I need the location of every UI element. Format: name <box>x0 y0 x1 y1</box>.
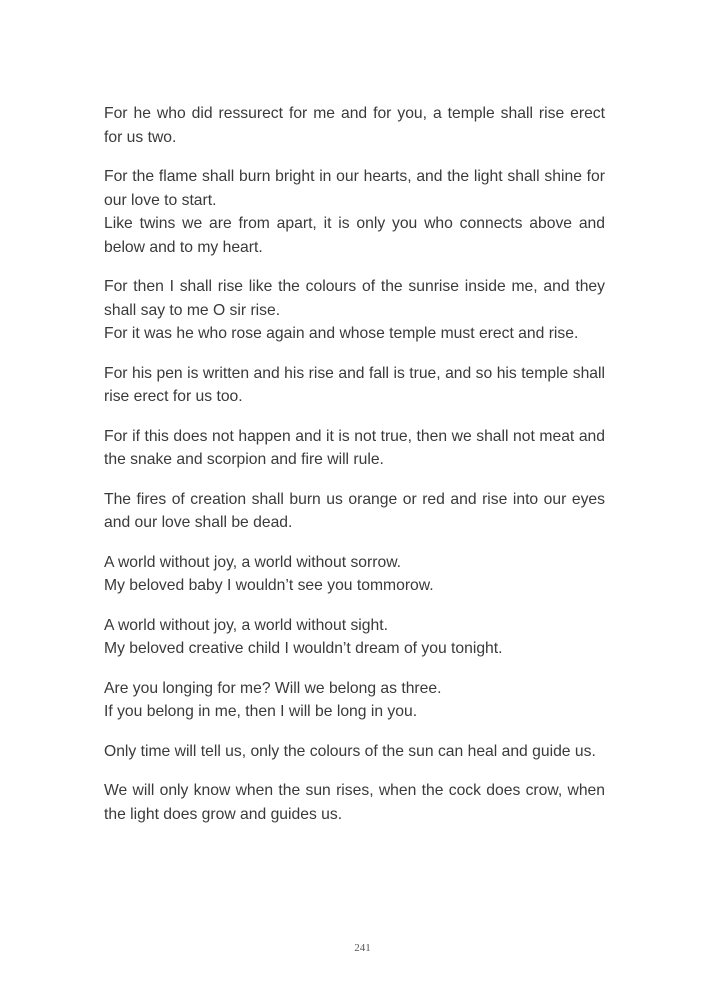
poem-line: We will only know when the sun rises, when the cock does crow, when the light does grow and guides us. <box>104 782 605 823</box>
stanza-3 <box>104 275 605 346</box>
poem-line: If you belong in me, then I will be long in you. <box>104 703 418 720</box>
stanza-10 <box>104 740 605 764</box>
poem-line: For it was he who rose again and whose temple must erect and rise. <box>104 325 579 342</box>
poem-line: A world without joy, a world without sorrow. <box>104 553 402 571</box>
poem-line: Are you longing for me? Will we belong as three. <box>104 679 442 697</box>
stanza-6 <box>104 488 605 535</box>
poem-line: Like twins we are from apart, it is only you who connects above and below and to my heart. <box>104 215 605 256</box>
poem-line: For then I shall rise like the colours of the sunrise inside me, and they shall say to me O sir rise. <box>104 278 605 319</box>
stanza-1 <box>104 102 605 149</box>
stanza-2 <box>104 165 605 259</box>
poem-line: My beloved creative child I wouldn’t dream of you tonight. <box>104 640 503 657</box>
stanza-5 <box>104 425 605 472</box>
poem-line: For if this does not happen and it is not true, then we shall not meat and the snake and scorpion and fire will rule. <box>104 427 605 468</box>
page-number: 241 <box>354 942 371 954</box>
poem-line: The fires of creation shall burn us orange or red and rise into our eyes and our love shall be dead. <box>104 490 605 531</box>
stanza-4 <box>104 362 605 409</box>
poem-line: For he who did ressurect for me and for you, a temple shall rise erect for us two. <box>104 105 605 146</box>
poem-line: For the flame shall burn bright in our hearts, and the light shall shine for our love to start. <box>104 168 605 209</box>
stanza-8 <box>104 614 605 661</box>
stanza-11 <box>104 779 605 826</box>
poem-line: For his pen is written and his rise and fall is true, and so his temple shall rise erect for us too. <box>104 364 605 405</box>
stanza-9 <box>104 677 605 724</box>
poem-body <box>104 102 605 842</box>
poem-line: Only time will tell us, only the colours of the sun can heal and guide us. <box>104 742 596 760</box>
stanza-7 <box>104 551 605 598</box>
poem-line: A world without joy, a world without sight. <box>104 616 388 634</box>
poem-line: My beloved baby I wouldn’t see you tommorow. <box>104 577 434 594</box>
